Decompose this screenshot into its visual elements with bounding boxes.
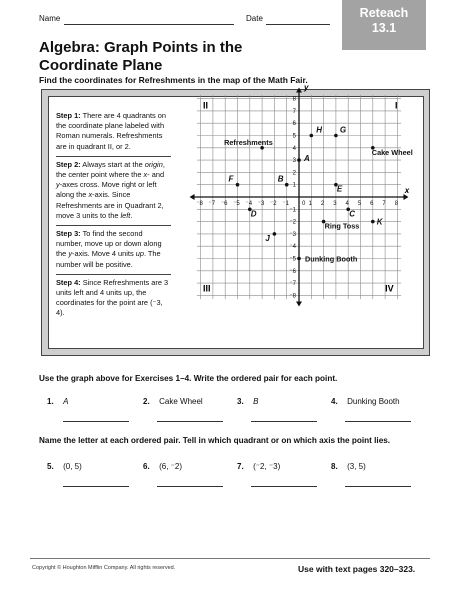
point-marker xyxy=(236,183,240,187)
quadrant-I-label: I xyxy=(394,100,398,111)
exercise-text: (⁻2, ⁻3) xyxy=(253,462,281,471)
exercise-number: 5. xyxy=(47,462,54,471)
step-2-text: -axes cross. Move right or left along the xyxy=(56,180,157,200)
step-4-text: Since Refreshments are 3 units left and 4 units up, the coordinates for the point are (⁻3, 4). xyxy=(56,277,169,318)
y-tick-label: ⁻5 xyxy=(289,256,296,263)
y-axis-label: y xyxy=(304,82,309,92)
title-line1: Algebra: Graph Points in the xyxy=(39,39,243,56)
x-tick-label: 6 xyxy=(370,201,374,207)
exercise-text: B xyxy=(253,397,259,406)
exercise-number: 8. xyxy=(331,462,338,471)
answer-line-1[interactable] xyxy=(63,421,129,422)
y-tick-label: ⁻4 xyxy=(289,244,296,251)
exercise-number: 2. xyxy=(143,397,150,406)
step-2-em: y xyxy=(56,180,60,190)
y-tick-label: 7 xyxy=(292,108,296,115)
name-label: Name xyxy=(39,14,61,23)
y-tick-label: 1 xyxy=(292,182,296,189)
step-3-text: -axis. Move 4 units xyxy=(72,249,136,259)
exercise-text: Cake Wheel xyxy=(159,397,203,406)
answer-line-8[interactable] xyxy=(345,486,411,487)
step-2-em: left xyxy=(120,210,131,220)
x-tick-label: ⁻2 xyxy=(270,201,277,207)
exercise-2 xyxy=(143,391,203,409)
step-2-text: -axis. Since Refreshments are in Quadrant 2, move 3 units to the xyxy=(56,190,164,220)
point-marker xyxy=(297,257,301,261)
step-3-text: To find the second number, move up or down along the xyxy=(56,229,162,259)
x-tick-label: 2 xyxy=(320,201,325,207)
x-axis-label: x xyxy=(404,186,410,195)
tick-labels xyxy=(196,97,398,300)
y-tick-label: 5 xyxy=(292,133,296,140)
exercise-text: Dunking Booth xyxy=(347,397,400,406)
step-2-text: , the center point where the xyxy=(56,159,165,180)
point-label: B xyxy=(277,174,284,184)
quadrant-III-label: III xyxy=(203,283,211,294)
origin-label: 0 xyxy=(302,201,306,207)
step-4-label: Step 4: xyxy=(56,277,81,287)
exercise-number: 6. xyxy=(143,462,150,471)
step-2-text: . xyxy=(130,210,133,220)
x-tick-label: ⁻3 xyxy=(257,201,265,207)
step-3-em: y xyxy=(68,249,73,259)
x-tick-label: ⁻8 xyxy=(196,201,203,207)
point-label: F xyxy=(228,174,234,184)
answer-line-4[interactable] xyxy=(345,421,411,422)
badge-line1: Reteach xyxy=(359,6,409,20)
point-label: J xyxy=(265,233,270,243)
point-marker xyxy=(371,220,375,224)
point-label: D xyxy=(250,209,257,219)
y-tick-label: 4 xyxy=(292,145,296,152)
exercise-4 xyxy=(331,391,400,409)
step-1-label: Step 1: xyxy=(56,111,81,120)
x-tick-label: 5 xyxy=(357,201,362,207)
answer-line-3[interactable] xyxy=(251,421,317,422)
exercise-number: 3. xyxy=(237,397,244,406)
quadrant-IV-label: IV xyxy=(385,283,394,294)
y-tick-label: 8 xyxy=(292,96,296,103)
exercise-8 xyxy=(331,456,366,474)
exercise-1 xyxy=(47,391,68,409)
exercise-text: (0, 5) xyxy=(63,462,82,471)
point-label: Ring Toss xyxy=(324,221,360,231)
exercise-number: 7. xyxy=(237,462,244,471)
x-tick-label: 4 xyxy=(345,201,349,207)
y-tick-label: 2 xyxy=(292,170,296,177)
y-tick-label: ⁻8 xyxy=(289,293,296,300)
point-label: A xyxy=(304,154,310,164)
graph-points xyxy=(224,126,413,264)
y-axis-arrow xyxy=(296,88,302,93)
y-tick-label: ⁻2 xyxy=(289,219,296,226)
point-label: Dunking Booth xyxy=(305,254,358,264)
x-tick-label: 8 xyxy=(394,201,399,207)
step-2-text: - and xyxy=(147,170,165,180)
exercise-text: (6, ⁻2) xyxy=(159,462,183,471)
y-tick-label: ⁻1 xyxy=(289,207,296,214)
exercise-3 xyxy=(237,391,258,409)
x-tick-label: ⁻1 xyxy=(282,201,289,207)
exercise-text: A xyxy=(63,397,69,406)
point-marker xyxy=(310,134,314,138)
answer-line-7[interactable] xyxy=(251,486,317,487)
step-2-em: x xyxy=(88,190,93,200)
exercise-5 xyxy=(47,456,82,474)
step-2-em: origin xyxy=(144,159,163,169)
y-axis-arrow xyxy=(296,301,302,306)
point-marker xyxy=(273,232,277,236)
step-2-em: x xyxy=(143,170,148,180)
exercise-6 xyxy=(143,456,182,474)
y-tick-label: 6 xyxy=(292,121,296,128)
step-3-em: up xyxy=(135,249,144,259)
point-marker xyxy=(297,158,301,162)
exercise-text: (3, 5) xyxy=(347,462,366,471)
answer-line-5[interactable] xyxy=(63,486,129,487)
step-2-label: Step 2: xyxy=(56,159,81,169)
step-3-label: Step 3: xyxy=(56,229,81,239)
x-tick-label: 1 xyxy=(308,201,312,207)
point-label: H xyxy=(316,125,323,135)
y-tick-label: ⁻3 xyxy=(289,231,296,238)
step-1-text: There are 4 quadrants on the coordinate plane labeled with Roman numerals. Refreshments are in quadrant II, or 2. xyxy=(56,111,166,151)
exercise-number: 1. xyxy=(47,397,54,406)
exercise-7 xyxy=(237,456,280,474)
quadrant-II-label: II xyxy=(203,100,209,111)
axes xyxy=(190,88,409,307)
exercise-number: 4. xyxy=(331,397,338,406)
y-tick-label: ⁻7 xyxy=(289,281,296,288)
step-2-text: Always start at the xyxy=(82,159,145,169)
y-tick-label: 3 xyxy=(292,158,296,165)
point-label: E xyxy=(336,184,343,194)
point-label: C xyxy=(349,209,355,219)
point-label: Cake Wheel xyxy=(371,147,413,157)
title-line2: Coordinate Plane xyxy=(39,57,163,74)
main-instruction: Find the coordinates for Refreshments in the map of the Math Fair. xyxy=(39,75,308,85)
x-axis-arrow xyxy=(190,194,195,200)
x-tick-label: ⁻4 xyxy=(245,201,253,207)
x-tick-label: ⁻5 xyxy=(233,201,240,207)
section1-instruction: Use the graph above for Exercises 1–4. Write the ordered pair for each point. xyxy=(39,374,338,383)
x-tick-label: 7 xyxy=(382,201,386,207)
answer-line-6[interactable] xyxy=(157,486,223,487)
y-tick-label: ⁻6 xyxy=(289,268,296,275)
step-3-text: . The number will be positive. xyxy=(56,249,161,269)
point-marker xyxy=(285,183,289,187)
copyright: Copyright © Houghton Mifflin Company. All rights reserved. xyxy=(32,565,176,571)
text-pages: Use with text pages 320–323. xyxy=(298,564,416,574)
section2-instruction: Name the letter at each ordered pair. Tell in which quadrant or on which axis the point lies. xyxy=(39,436,391,445)
x-tick-label: 3 xyxy=(333,201,337,207)
x-tick-label: ⁻7 xyxy=(208,201,216,207)
badge-line2: 13.1 xyxy=(371,21,397,35)
point-marker xyxy=(334,134,338,138)
footer-divider xyxy=(30,558,430,559)
point-label: Refreshments xyxy=(224,137,273,147)
x-tick-label: ⁻6 xyxy=(220,201,228,207)
point-label: G xyxy=(339,125,347,135)
point-label: K xyxy=(376,217,383,227)
answer-line-2[interactable] xyxy=(157,421,223,422)
date-label: Date xyxy=(246,14,263,23)
